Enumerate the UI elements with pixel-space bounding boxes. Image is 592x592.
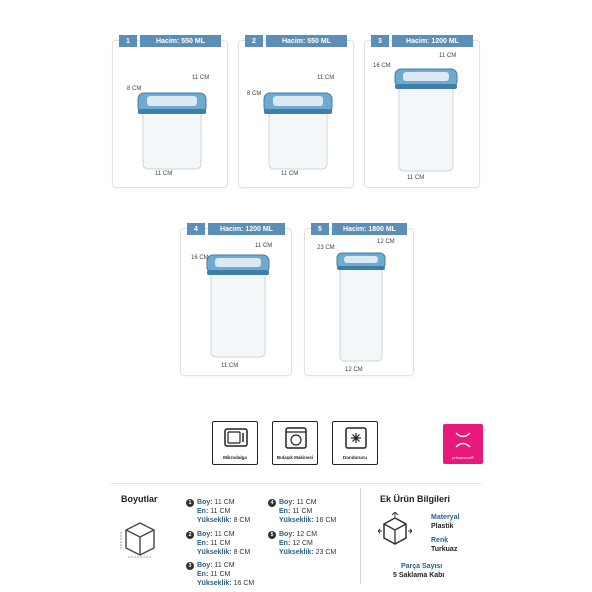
feature-label: Dondurucu	[343, 455, 367, 460]
box-icon	[118, 516, 162, 560]
product-card-2	[238, 37, 354, 188]
dimension-number: 2	[186, 531, 194, 539]
dimension-item-5: 5 Boy: 12 CM En: 12 CM Yükseklik: 23 CM	[268, 530, 336, 557]
count-label: Parça Sayısı	[401, 563, 443, 570]
width-label: 11 CM	[221, 363, 239, 369]
container-image	[391, 63, 461, 175]
container-image	[335, 247, 387, 365]
dimension-number: 4	[268, 499, 276, 507]
dimension-item-1: 1 Boy: 11 CM En: 11 CM Yükseklik: 8 CM	[186, 498, 250, 525]
card-volume: Hacim: 1200 ML	[392, 35, 473, 47]
height-label: 8 CM	[127, 86, 142, 92]
container-image	[133, 85, 211, 175]
color-label: Renk	[431, 537, 449, 544]
dimension-number: 3	[186, 562, 194, 570]
product-card-5	[304, 225, 414, 376]
feature-label: Mikrodalga	[223, 455, 247, 460]
width-label: 11 CM	[155, 171, 173, 177]
dishwasher-icon	[284, 427, 308, 449]
dimension-item-2: 2 Boy: 11 CM En: 11 CM Yükseklik: 8 CM	[186, 530, 250, 557]
material-label: Materyal	[431, 514, 460, 521]
dimension-item-3: 3 Boy: 11 CM En: 11 CM Yükseklik: 16 CM	[186, 561, 254, 588]
dimensions-title: Boyutlar	[121, 494, 158, 504]
feature-dishwasher	[272, 421, 318, 465]
card-volume: Hacim: 1800 ML	[332, 223, 407, 235]
product-card-1	[112, 37, 228, 188]
freezer-icon	[344, 427, 368, 449]
height-label: 16 CM	[373, 63, 391, 69]
height-label: 8 CM	[247, 91, 262, 97]
extra-info-title: Ek Ürün Bilgileri	[380, 494, 451, 504]
feature-freezer	[332, 421, 378, 465]
depth-label: 12 CM	[377, 239, 395, 245]
section-divider	[360, 488, 361, 584]
feature-label: Bulaşık Makinesi	[276, 455, 314, 460]
width-label: 11 CM	[407, 175, 425, 181]
color-value: Turkuaz	[431, 546, 458, 553]
card-volume: Hacim: 1200 ML	[208, 223, 285, 235]
width-label: 11 CM	[281, 171, 299, 177]
height-label: 23 CM	[317, 245, 335, 251]
depth-label: 11 CM	[255, 243, 273, 249]
brand-name: primanova®	[452, 455, 474, 460]
dimension-number: 1	[186, 499, 194, 507]
feature-microwave	[212, 421, 258, 465]
card-number: 4	[187, 223, 205, 235]
width-label: 12 CM	[345, 367, 363, 373]
card-volume: Hacim: 550 ML	[140, 35, 221, 47]
container-image	[259, 85, 337, 175]
material-icon	[378, 512, 412, 550]
count-value: 5 Saklama Kabı	[393, 572, 445, 579]
brand-logo-icon	[453, 430, 473, 450]
card-number: 2	[245, 35, 263, 47]
height-label: 16 CM	[191, 255, 209, 261]
container-image	[203, 249, 273, 361]
depth-label: 11 CM	[439, 53, 457, 59]
microwave-icon	[224, 427, 248, 449]
card-number: 5	[311, 223, 329, 235]
material-value: Plastik	[431, 523, 454, 530]
card-number: 1	[119, 35, 137, 47]
dimension-item-4: 4 Boy: 11 CM En: 11 CM Yükseklik: 16 CM	[268, 498, 336, 525]
depth-label: 11 CM	[317, 75, 335, 81]
depth-label: 11 CM	[192, 75, 210, 81]
dimension-number: 5	[268, 531, 276, 539]
product-card-3	[364, 37, 480, 188]
product-card-4	[180, 225, 292, 376]
divider-line	[110, 483, 482, 484]
card-volume: Hacim: 550 ML	[266, 35, 347, 47]
brand-logo	[443, 424, 483, 464]
card-number: 3	[371, 35, 389, 47]
